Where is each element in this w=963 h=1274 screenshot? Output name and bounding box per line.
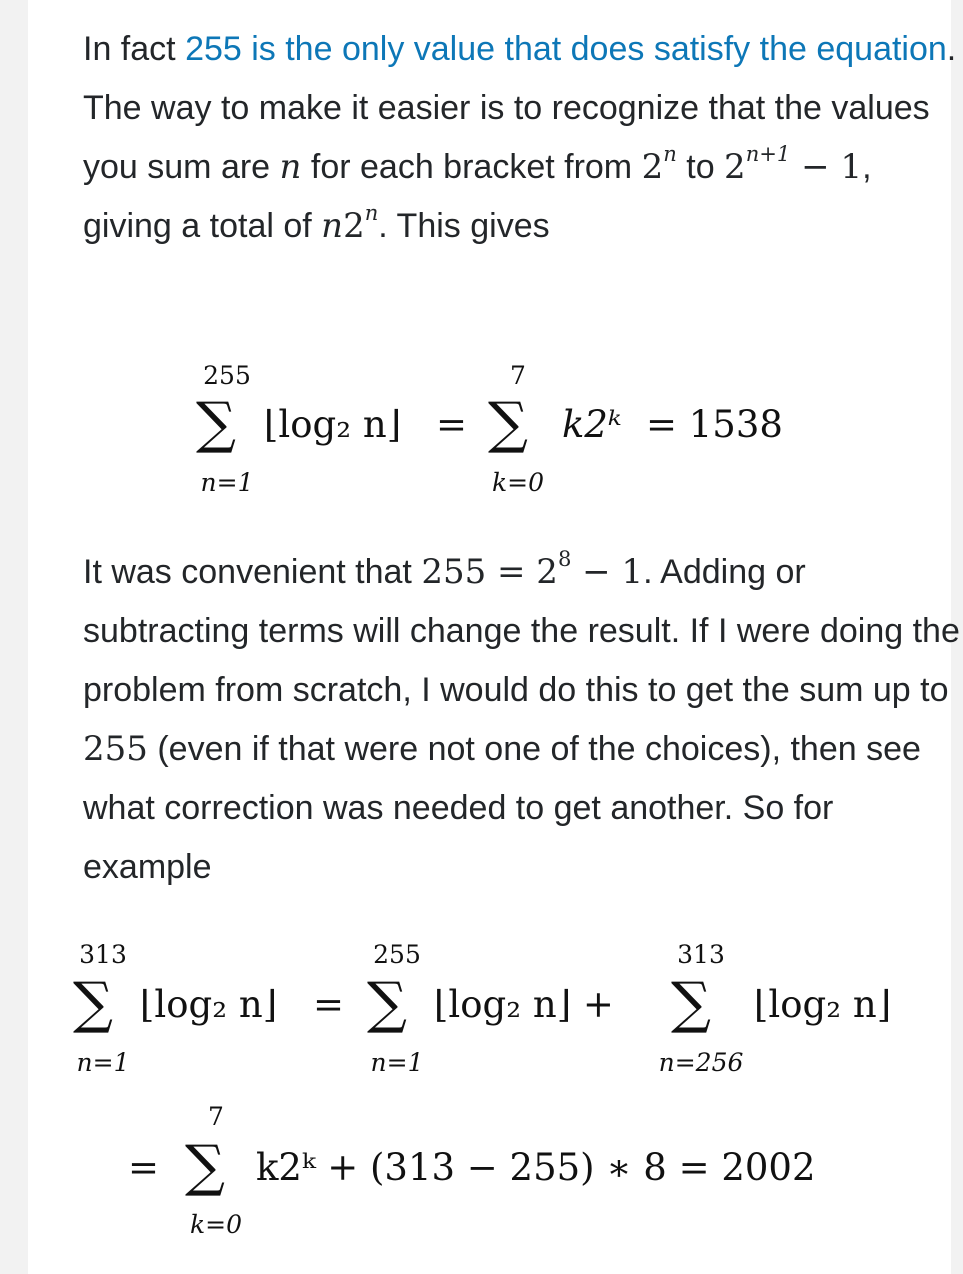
sumC-term: ⌊log₂ n⌋	[754, 983, 892, 1026]
p1-text-f: . This gives	[378, 207, 550, 245]
equation-2	[28, 0, 951, 1274]
p1-text-c: for each bracket from	[301, 148, 642, 186]
p2-text-a: It was convenient that	[83, 553, 422, 591]
answer-card	[28, 0, 960, 1274]
equals-sign: =	[313, 983, 345, 1026]
math-2-total: 2	[343, 206, 365, 246]
p2-text-c: (even if that were not one of the choices), then see what correction was needed to get another. So for example	[83, 730, 921, 886]
sumB-upper: 255	[373, 940, 421, 969]
math-2b: 2	[724, 147, 746, 187]
sum3-upper: 7	[208, 1102, 224, 1131]
sigma-icon: ∑	[196, 391, 236, 456]
sumB-lower: n=1	[370, 1048, 424, 1077]
math-255: 255	[83, 729, 148, 769]
math-exp-8: 8	[557, 546, 572, 572]
equals-sign: =	[436, 403, 468, 446]
sum2-term: k2ᵏ	[562, 403, 622, 446]
math-minus-1: − 1	[571, 552, 644, 592]
sum3-term: k2ᵏ + (313 − 255) ∗ 8 = 2002	[256, 1146, 816, 1189]
sumB-term: ⌊log₂ n⌋ +	[434, 983, 614, 1026]
math-exp-n1: n+1	[745, 141, 791, 167]
sum2-upper: 7	[510, 361, 526, 390]
math-255-eq: 255 = 2	[421, 552, 558, 592]
p1-text-b: . The way to make it easier is to recognize that the values you sum are	[83, 30, 957, 186]
p2-text-b: . Adding or subtracting terms will change the result. If I were doing the problem from scratch, I would do this to get the sum up to	[83, 553, 960, 709]
sum1-lower: n=1	[200, 468, 254, 497]
sigma-icon: ∑	[488, 391, 528, 456]
p1-text-d: to	[676, 148, 725, 186]
math-2: 2	[641, 147, 664, 187]
sigma-icon: ∑	[671, 971, 711, 1036]
sum1-term: ⌊log₂ n⌋	[264, 403, 402, 446]
sumC-upper: 313	[677, 940, 725, 969]
p1-text-a: In fact	[83, 30, 186, 68]
sigma-icon: ∑	[73, 971, 113, 1036]
equals-sign: =	[128, 1146, 160, 1189]
sum2-lower: k=0	[491, 468, 544, 497]
math-n: n	[279, 147, 302, 187]
p1-text-e: , giving a total of	[83, 148, 872, 245]
sigma-icon: ∑	[367, 971, 407, 1036]
result-1538: = 1538	[646, 403, 783, 446]
sumA-term: ⌊log₂ n⌋	[140, 983, 278, 1026]
sumA-lower: n=1	[76, 1048, 130, 1077]
math-exp-n: n	[663, 141, 677, 167]
sumA-upper: 313	[79, 940, 127, 969]
answer-link[interactable]: 255 is the only value that does satisfy the equation	[185, 30, 947, 68]
sumC-lower: n=256	[658, 1048, 744, 1077]
math-minus-one: − 1	[790, 147, 863, 187]
sum1-upper: 255	[203, 361, 251, 390]
sigma-icon: ∑	[185, 1134, 225, 1199]
sum3-lower: k=0	[189, 1210, 242, 1239]
math-exp-total: n	[364, 200, 379, 226]
math-n-total: n	[321, 206, 344, 246]
